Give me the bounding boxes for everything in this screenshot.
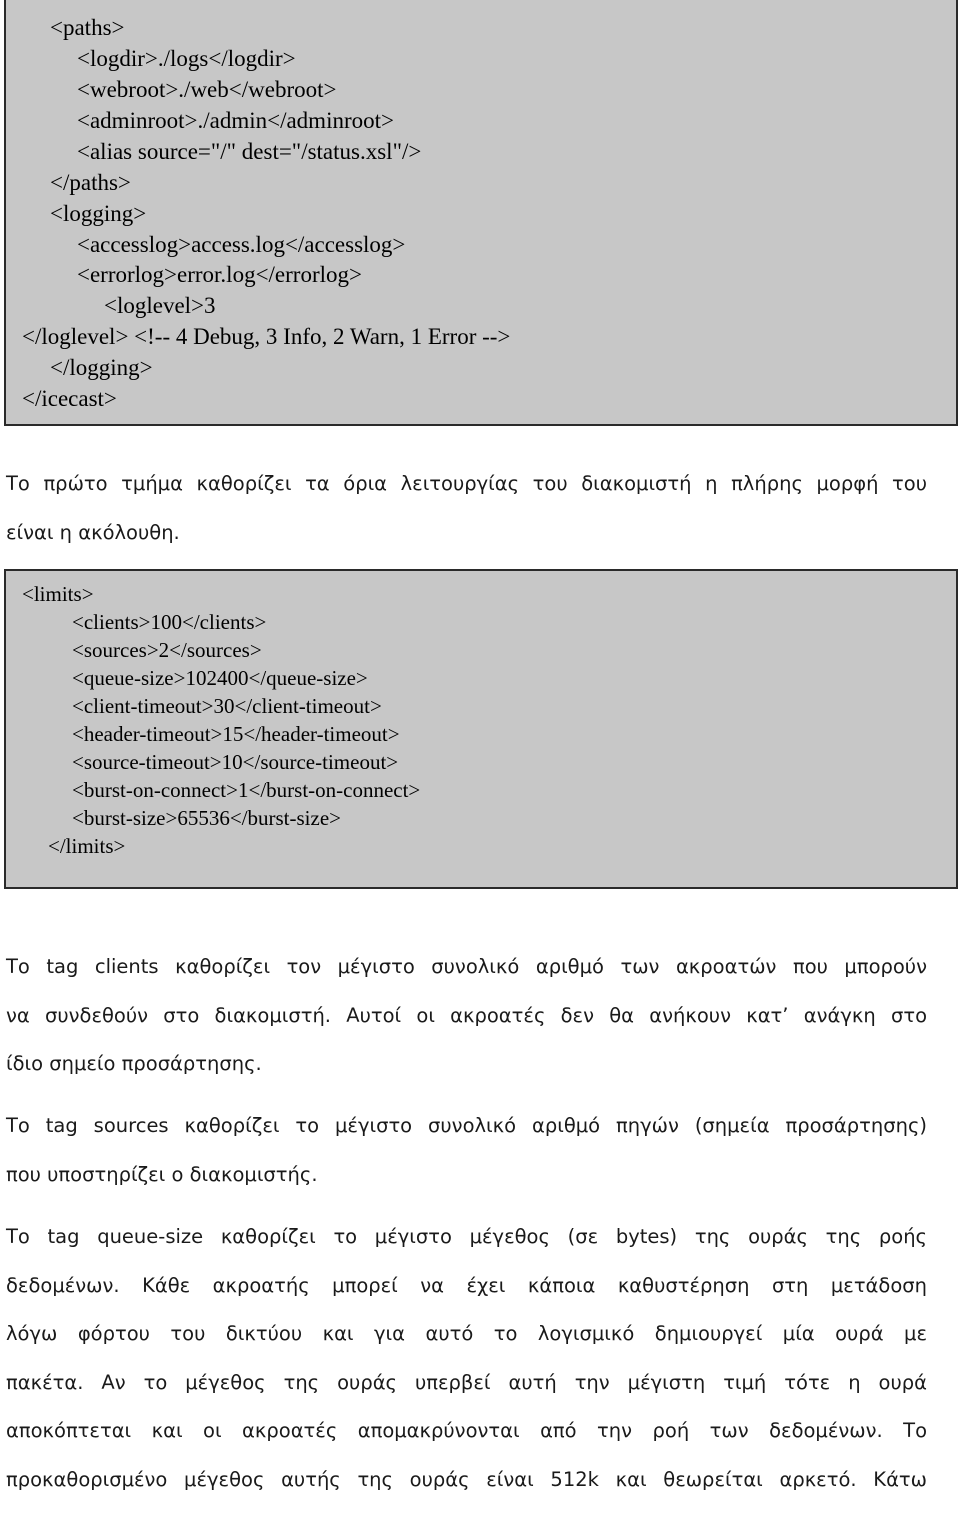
code-line: <paths> <box>50 13 125 43</box>
code-line: <client-timeout>30</client-timeout> <box>72 692 382 720</box>
code-line: <queue-size>102400</queue-size> <box>72 664 368 692</box>
code-line: <burst-size>65536</burst-size> <box>72 804 341 832</box>
code-line: </loglevel> <!-- 4 Debug, 3 Info, 2 Warn, 1 Error --> <box>22 322 510 352</box>
code-line: <burst-on-connect>1</burst-on-connect> <box>72 776 420 804</box>
paragraph-line: είναι η ακόλουθη. <box>6 519 927 568</box>
code-line: <webroot>./web</webroot> <box>77 75 336 105</box>
code-line: <sources>2</sources> <box>72 636 262 664</box>
code-line: <source-timeout>10</source-timeout> <box>72 748 398 776</box>
code-line: <adminroot>./admin</adminroot> <box>77 106 394 136</box>
paragraph-line: πακέτα. Αν το μέγεθος της ουράς υπερβεί αυτή την μέγιστη τιμή τότε η ουρά <box>6 1369 927 1418</box>
code-line: </icecast> <box>22 384 117 414</box>
paragraph-queue-size <box>6 1223 927 1514</box>
paragraph-line: ίδιο σημείο προσάρτησης. <box>6 1050 927 1099</box>
paragraph-line: Το tag queue-size καθορίζει το μέγιστο μέγεθος (σε bytes) της ουράς της ροής <box>6 1223 927 1272</box>
code-line: <loglevel>3 <box>104 291 216 321</box>
paragraph-line: να συνδεθούν στο διακομιστή. Αυτοί οι ακροατές δεν θα ανήκουν κατ’ ανάγκη στο <box>6 1002 927 1051</box>
code-line: </paths> <box>50 168 131 198</box>
paragraph-line: Το πρώτο τμήμα καθορίζει τα όρια λειτουργίας του διακομιστή η πλήρης μορφή του <box>6 470 927 519</box>
code-line: <errorlog>error.log</errorlog> <box>77 260 362 290</box>
code-block-limits <box>4 569 958 889</box>
paragraph-clients <box>6 953 927 1099</box>
code-line: <header-timeout>15</header-timeout> <box>72 720 400 748</box>
code-block-icecast-paths-logging <box>4 0 958 426</box>
code-line: </limits> <box>48 832 125 860</box>
paragraph-line: δεδομένων. Κάθε ακροατής μπορεί να έχει κάποια καθυστέρηση στη μετάδοση <box>6 1272 927 1321</box>
paragraph-line: Το tag sources καθορίζει το μέγιστο συνολικό αριθμό πηγών (σημεία προσάρτησης) <box>6 1112 927 1161</box>
code-line: <clients>100</clients> <box>72 608 266 636</box>
paragraph-line: λόγω φόρτου του δικτύου και για αυτό το λογισμικό δημιουργεί μία ουρά με <box>6 1320 927 1369</box>
code-line: <limits> <box>22 580 94 608</box>
code-line: <alias source="/" dest="/status.xsl"/> <box>77 137 421 167</box>
paragraph-line: που υποστηρίζει ο διακομιστής. <box>6 1161 927 1210</box>
paragraph-sources <box>6 1112 927 1209</box>
code-line: <logging> <box>50 199 146 229</box>
paragraph-line: Το tag clients καθορίζει τον μέγιστο συνολικό αριθμό των ακροατών που μπορούν <box>6 953 927 1002</box>
code-line: <accesslog>access.log</accesslog> <box>77 230 405 260</box>
paragraph-line: προκαθορισμένο μέγεθος αυτής της ουράς είναι 512k και θεωρείται αρκετό. Κάτω <box>6 1466 927 1514</box>
code-line: </logging> <box>50 353 153 383</box>
paragraph-line: αποκόπτεται και οι ακροατές απομακρύνονται από την ροή των δεδομένων. Το <box>6 1417 927 1466</box>
code-line: <logdir>./logs</logdir> <box>77 44 296 74</box>
paragraph-limits-intro <box>6 470 927 567</box>
